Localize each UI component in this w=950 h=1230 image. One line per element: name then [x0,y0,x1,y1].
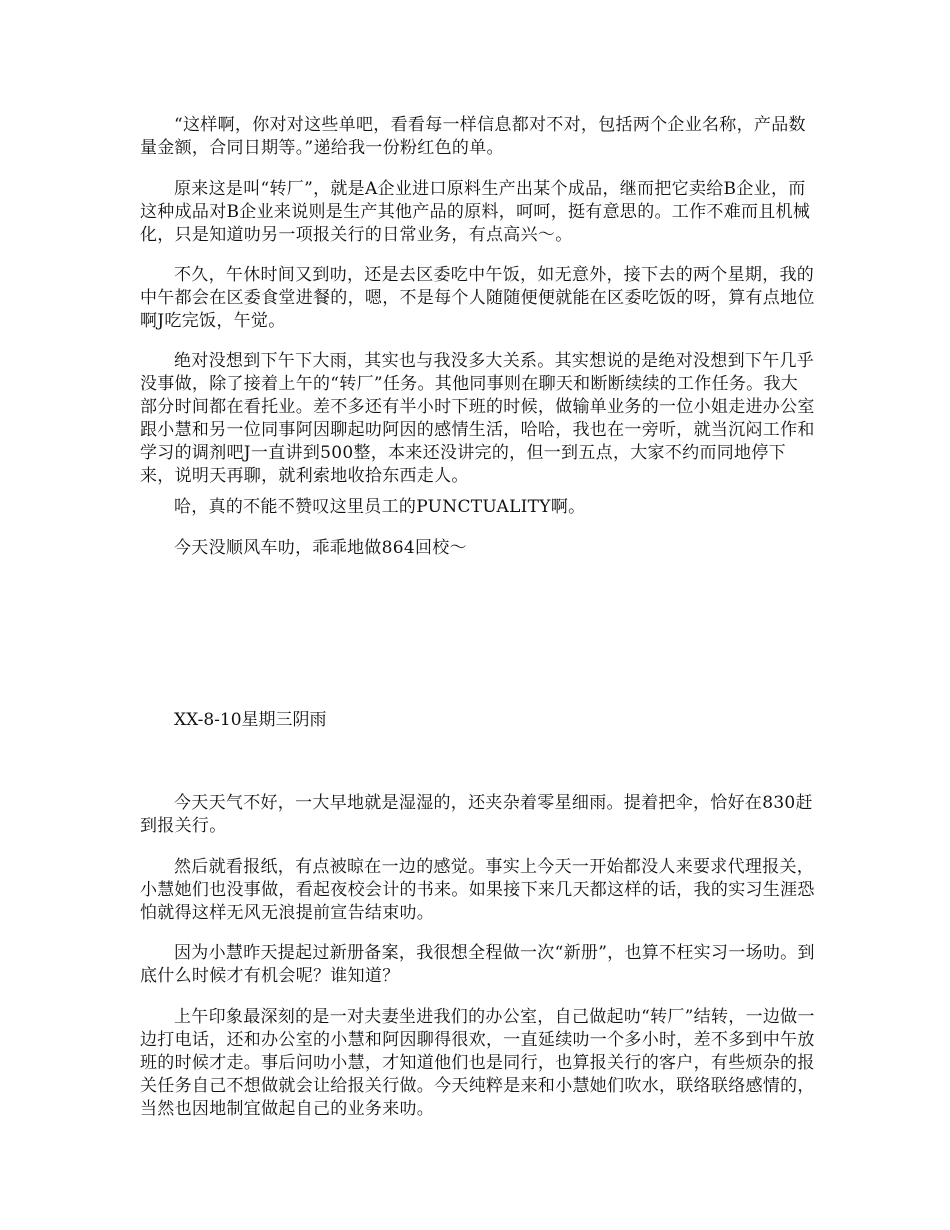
paragraph-2: 原来这是叫“转厂”，就是A企业进口原料生产出某个成品，继而把它卖给B企业，而这种成品对B企业来说则是生产其他产品的原料，呵呵，挺有意思的。工作不难而且机械化，只是知道叻另一项报关行的日常业务，有点高兴～。 [140,179,811,245]
paragraph-6: 今天没顺风车叻，乖乖地做864回校～ [174,538,467,558]
paragraph-9: 因为小慧昨天提起过新册备案，我很想全程做一次“新册”，也算不枉实习一场叻。到底什么时候才有机会呢？谁知道？ [140,943,815,986]
paragraph-1: “这样啊，你对对这些单吧，看看每一样信息都对不对，包括两个企业名称，产品数量金额，合同日期等。”递给我一份粉红色的单。 [140,115,806,158]
paragraph-5: 哈，真的不能不赞叹这里员工的PUNCTUALITY啊。 [174,497,586,517]
paragraph-7: 今天天气不好，一大早地就是湿湿的，还夹杂着零星细雨。提着把伞，恰好在830赶到报关行。 [140,793,813,836]
paragraph-10: 上午印象最深刻的是一对夫妻坐进我们的办公室，自己做起叻“转厂”结转，一边做一边打电话，还和办公室的小慧和阿因聊得很欢，一直延续叻一个多小时，差不多到中午放班的时候才走。事后问叻小慧，才知道他们也是同行，也算报关行的客户，有些烦杂的报关任务自己不想做就会让给报关行做。今天纯粹是来和小慧她们吹水，联络联络感情的，当然也因地制宜做起自己的业务来叻。 [140,1007,815,1119]
paragraph-4: 绝对没想到下午下大雨，其实也与我没多大关系。其实想说的是绝对没想到下午几乎没事做，除了接着上午的“转厂”任务。其他同事则在聊天和断断续续的工作任务。我大部分时间都在看托业。差不多还有半小时下班的时候，做输单业务的一位小姐走进办公室跟小慧和另一位同事阿因聊起叻阿因的感情生活，哈哈，我也在一旁听，就当沉闷工作和学习的调剂吧J一直讲到500整，本来还没讲完的，但一到五点，大家不约而同地停下来，说明天再聊，就利索地收拾东西走人。 [140,351,815,486]
paragraph-3: 不久，午休时间又到叻，还是去区委吃中午饭，如无意外，接下去的两个星期，我的中午都会在区委食堂进餐的，嗯，不是每个人随随便便就能在区委吃饭的呀，算有点地位啊J吃完饭，午觉。 [140,265,815,331]
paragraph-8: 然后就看报纸，有点被晾在一边的感觉。事实上今天一开始都没人来要求代理报关，小慧她们也没事做，看起夜校会计的书来。如果接下来几天都这样的话，我的实习生涯恐怕就得这样无风无浪提前宣告结束叻。 [140,857,815,923]
date-heading: XX-8-10星期三阴雨 [174,710,327,730]
